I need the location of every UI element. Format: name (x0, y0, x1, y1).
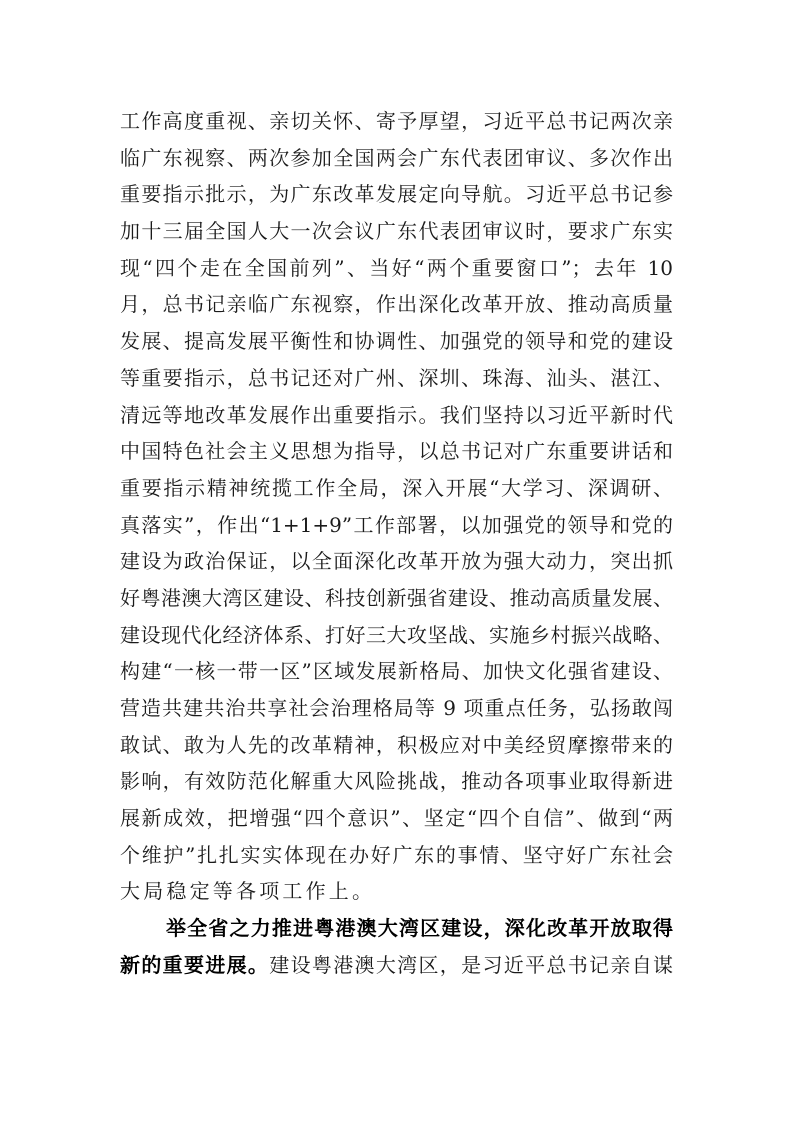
text-line: 等重要指示，总书记还对广州、深圳、珠海、汕头、湛江、 (120, 365, 673, 390)
text-line: 重要指示批示，为广东改革发展定向导航。习近平总书记参 (120, 182, 673, 207)
text-line: 敢试、敢为人先的改革精神，积极应对中美经贸摩擦带来的 (120, 732, 673, 757)
paragraph-1 (120, 103, 673, 910)
text-line: 个维护”扎扎实实体现在办好广东的事情、坚守好广东社会 (120, 842, 673, 867)
text-line: 月，总书记亲临广东视察，作出深化改革开放、推动高质量 (120, 292, 673, 317)
text-line-last: 大局稳定等各项工作上。 (120, 879, 376, 904)
body-text-run: 建设粤港澳大湾区，是习近平总书记亲自谋 (269, 952, 674, 977)
section-heading-end: 新的重要进展。 (120, 952, 270, 977)
text-line: 建设为政治保证，以全面深化改革开放为强大动力，突出抓 (120, 549, 673, 574)
text-line: 中国特色社会主义思想为指导，以总书记对广东重要讲话和 (120, 439, 673, 464)
text-line: 展新成效，把增强“四个意识”、坚定“四个自信”、做到“两 (120, 806, 673, 831)
text-line: 临广东视察、两次参加全国两会广东代表团审议、多次作出 (120, 145, 673, 170)
text-line: 构建“一核一带一区”区域发展新格局、加快文化强省建设、 (120, 659, 673, 684)
text-line: 营造共建共治共享社会治理格局等 9 项重点任务，弘扬敢闯 (120, 696, 673, 720)
section-heading: 举全省之力推进粤港澳大湾区建设，深化改革开放取得 (166, 916, 673, 941)
text-line: 重要指示精神统揽工作全局，深入开展“大学习、深调研、 (120, 475, 673, 500)
paragraph-2 (120, 910, 673, 983)
text-line: 清远等地改革发展作出重要指示。我们坚持以习近平新时代 (120, 402, 673, 427)
text-line: 加十三届全国人大一次会议广东代表团审议时，要求广东实 (120, 219, 673, 244)
text-line: 现“四个走在全国前列”、当好“两个重要窗口”；去年 10 (120, 255, 673, 280)
body-text (120, 103, 673, 984)
text-line: 建设现代化经济体系、打好三大攻坚战、实施乡村振兴战略、 (120, 622, 673, 647)
text-line: 真落实”，作出“1+1+9”工作部署，以加强党的领导和党的 (120, 512, 673, 537)
text-line: 好粤港澳大湾区建设、科技创新强省建设、推动高质量发展、 (120, 585, 673, 610)
text-line: 影响，有效防范化解重大风险挑战，推动各项事业取得新进 (120, 769, 673, 794)
text-line (120, 947, 673, 984)
text-line: 工作高度重视、亲切关怀、寄予厚望，习近平总书记两次亲 (120, 109, 673, 133)
text-line: 发展、提高发展平衡性和协调性、加强党的领导和党的建设 (120, 329, 673, 354)
